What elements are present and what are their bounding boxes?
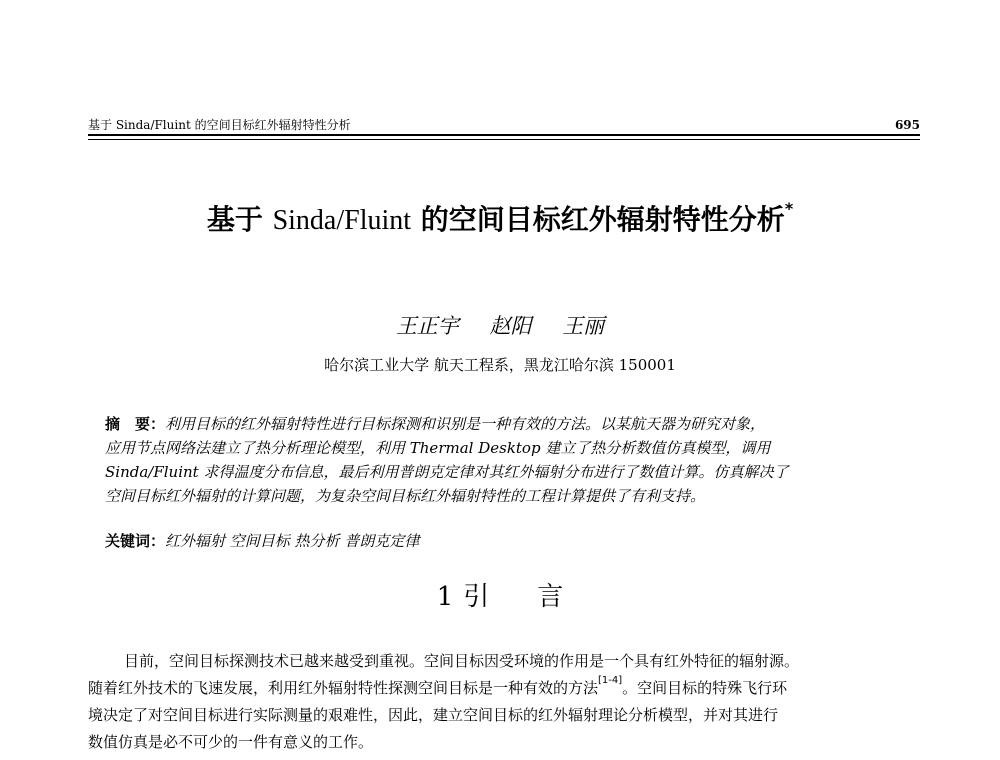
body-line-2-after: 。空间目标的特殊飞行环 (622, 679, 788, 697)
body-line-1: 目前，空间目标探测技术已越来越受到重视。空间目标因受环境的作用是一个具有红外特征的辐射源。 (124, 652, 800, 670)
page-number: 695 (894, 118, 920, 132)
body-line-3: 境决定了对空间目标进行实际测量的艰难性，因此，建立空间目标的红外辐射理论分析模型，并对其进行 (88, 706, 779, 724)
title-latin: Sinda/Fluint (272, 205, 412, 236)
abstract-line-2: 应用节点网络法建立了热分析理论模型，利用 Thermal Desktop 建立了热分析数值仿真模型，调用 (105, 439, 771, 457)
section-title-second: 言 (537, 582, 564, 612)
citation: [1-4] (598, 675, 623, 686)
section-heading (0, 579, 1000, 615)
abstract-line-1 (105, 412, 903, 436)
title-suffix: 的空间目标红外辐射特性分析 (420, 203, 785, 236)
title-prefix: 基于 (206, 203, 263, 236)
body-paragraph (88, 648, 918, 756)
abstract-label: 摘 要： (105, 415, 166, 433)
section-title-first: 引 (463, 582, 490, 612)
running-head-title: 基于 Sinda/Fluint 的空间目标红外辐射特性分析 (88, 118, 351, 132)
header-rule-thin (88, 139, 920, 140)
author-2: 赵阳 (489, 314, 532, 338)
author-1: 王正宇 (395, 314, 459, 338)
abstract-line-4: 空间目标红外辐射的计算问题，为复杂空间目标红外辐射特性的工程计算提供了有利支持。 (105, 487, 706, 505)
body-line-4: 数值仿真是必不可少的一件有意义的工作。 (88, 733, 374, 751)
abstract (105, 412, 903, 508)
author-3: 王丽 (562, 314, 605, 338)
abstract-text-1: 利用目标的红外辐射特性进行目标探测和识别是一种有效的方法。以某航天器为研究对象， (165, 415, 766, 433)
body-line-2-before: 随着红外技术的飞速发展，利用红外辐射特性探测空间目标是一种有效的方法 (88, 679, 599, 697)
keywords-text: 红外辐射 空间目标 热分析 普朗克定律 (165, 532, 420, 550)
author-list (0, 311, 1000, 341)
keywords-label: 关键词： (105, 532, 166, 550)
affiliation: 哈尔滨工业大学 航天工程系，黑龙江哈尔滨 150001 (324, 356, 676, 374)
paper-title (0, 200, 1000, 241)
abstract-line-3: Sinda/Fluint 求得温度分布信息，最后利用普朗克定律对其红外辐射分布进行了数值计算。仿真解决了 (105, 463, 789, 481)
section-number: 1 (436, 582, 454, 612)
title-footnote-mark: * (784, 199, 794, 218)
header-rule-thick (88, 134, 920, 136)
keywords (105, 529, 903, 553)
body-line-2 (88, 675, 918, 702)
